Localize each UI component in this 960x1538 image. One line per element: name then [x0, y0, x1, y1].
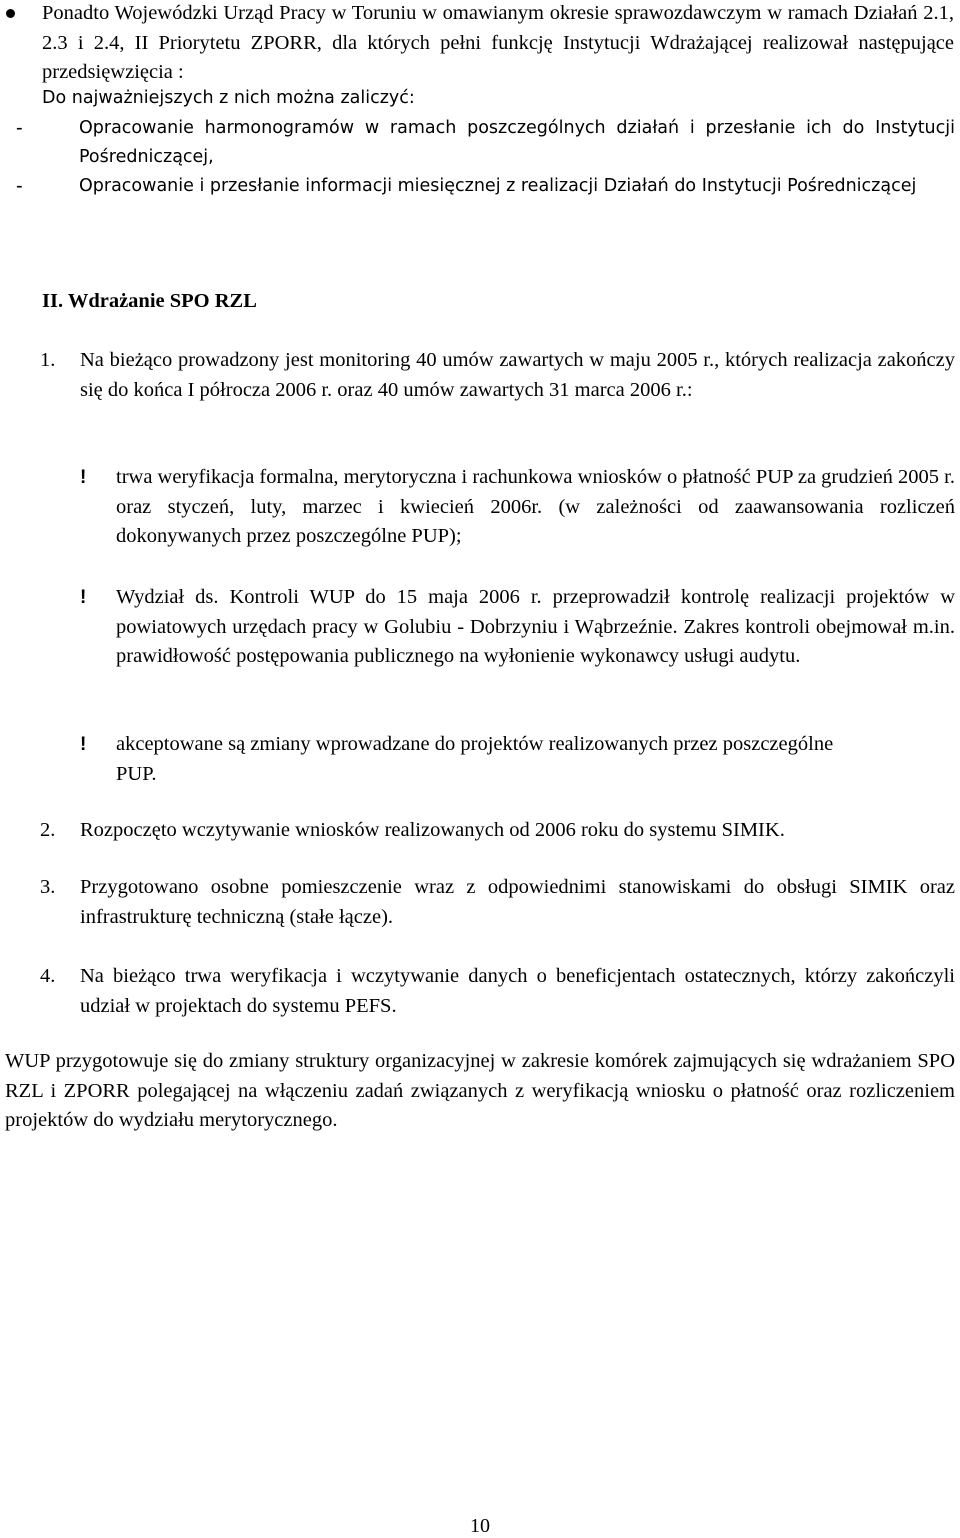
item-text-3: Przygotowano osobne pomieszczenie wraz z odpowiednimi stanowiskami do obsługi SIMIK oraz infrastrukturę techniczną (stałe łącze). — [80, 876, 955, 928]
dash-marker-2: - — [16, 175, 23, 197]
intro-lead-in: Do najważniejszych z nich można zaliczyć: — [42, 88, 415, 108]
dash-item-1: Opracowanie harmonogramów w ramach poszczególnych działań i przesłanie ich do Instytucji Pośredniczącej, — [79, 118, 955, 167]
dash-marker-1: - — [16, 117, 23, 139]
page-number: 10 — [470, 1515, 490, 1537]
item-number-1: 1. — [40, 349, 56, 371]
item-text-1: Na bieżąco prowadzony jest monitoring 40 umów zawartych w maju 2005 r., których realizacja zakończy się do końca I półrocza 2006 r. oraz 40 umów zawartych 31 marca 2006 r.: — [80, 349, 955, 401]
closing-paragraph: WUP przygotowuje się do zmiany struktury organizacyjnej w zakresie komórek zajmujących się wdrażaniem SPO RZL i ZPORR polegającej na włączeniu zadań związanych z weryfikacją wniosku o płatność oraz rozliczeniem projektów do wydziału merytorycznego. — [5, 1050, 955, 1131]
dash-item-2: Opracowanie i przesłanie informacji miesięcznej z realizacji Działań do Instytucji Pośredniczącej — [79, 176, 917, 196]
subitem-marker-2: ! — [80, 587, 87, 608]
subitem-text-1: trwa weryfikacja formalna, merytoryczna i rachunkowa wniosków o płatność PUP za grudzień 2005 r. oraz styczeń, luty, marzec i kwiecień 2006r. (w zależności od zaawansowania rozliczeń dokonywanych przez poszczególne PUP); — [116, 466, 955, 547]
subitem-marker-3: ! — [80, 734, 87, 755]
item-number-2: 2. — [40, 819, 56, 841]
intro-bullet-dot — [6, 9, 15, 18]
subitem-marker-1: ! — [80, 467, 87, 488]
item-number-4: 4. — [40, 965, 56, 987]
item-number-3: 3. — [40, 876, 56, 898]
subitem-text-3: akceptowane są zmiany wprowadzane do projektów realizowanych przez poszczególne PUP. — [116, 733, 834, 785]
intro-paragraph: Ponadto Wojewódzki Urząd Pracy w Toruniu w omawianym okresie sprawozdawczym w ramach Działań 2.1, 2.3 i 2.4, II Priorytetu ZPORR, dla których pełni funkcję Instytucji Wdrażającej realizował następujące przedsięwzięcia : — [42, 2, 954, 83]
subitem-text-2: Wydział ds. Kontroli WUP do 15 maja 2006 r. przeprowadził kontrolę realizacji projektów w powiatowych urzędach pracy w Golubiu - Dobrzyniu i Wąbrzeźnie. Zakres kontroli obejmował m.in. prawidłowość postępowania publicznego na wyłonienie wykonawcy usługi audytu. — [116, 586, 955, 667]
item-text-4: Na bieżąco trwa weryfikacja i wczytywanie danych o beneficjentach ostatecznych, którzy zakończyli udział w projektach do systemu PEFS. — [80, 965, 955, 1017]
section-heading: II. Wdrażanie SPO RZL — [42, 290, 257, 312]
item-text-2: Rozpoczęto wczytywanie wniosków realizowanych od 2006 roku do systemu SIMIK. — [80, 819, 785, 841]
